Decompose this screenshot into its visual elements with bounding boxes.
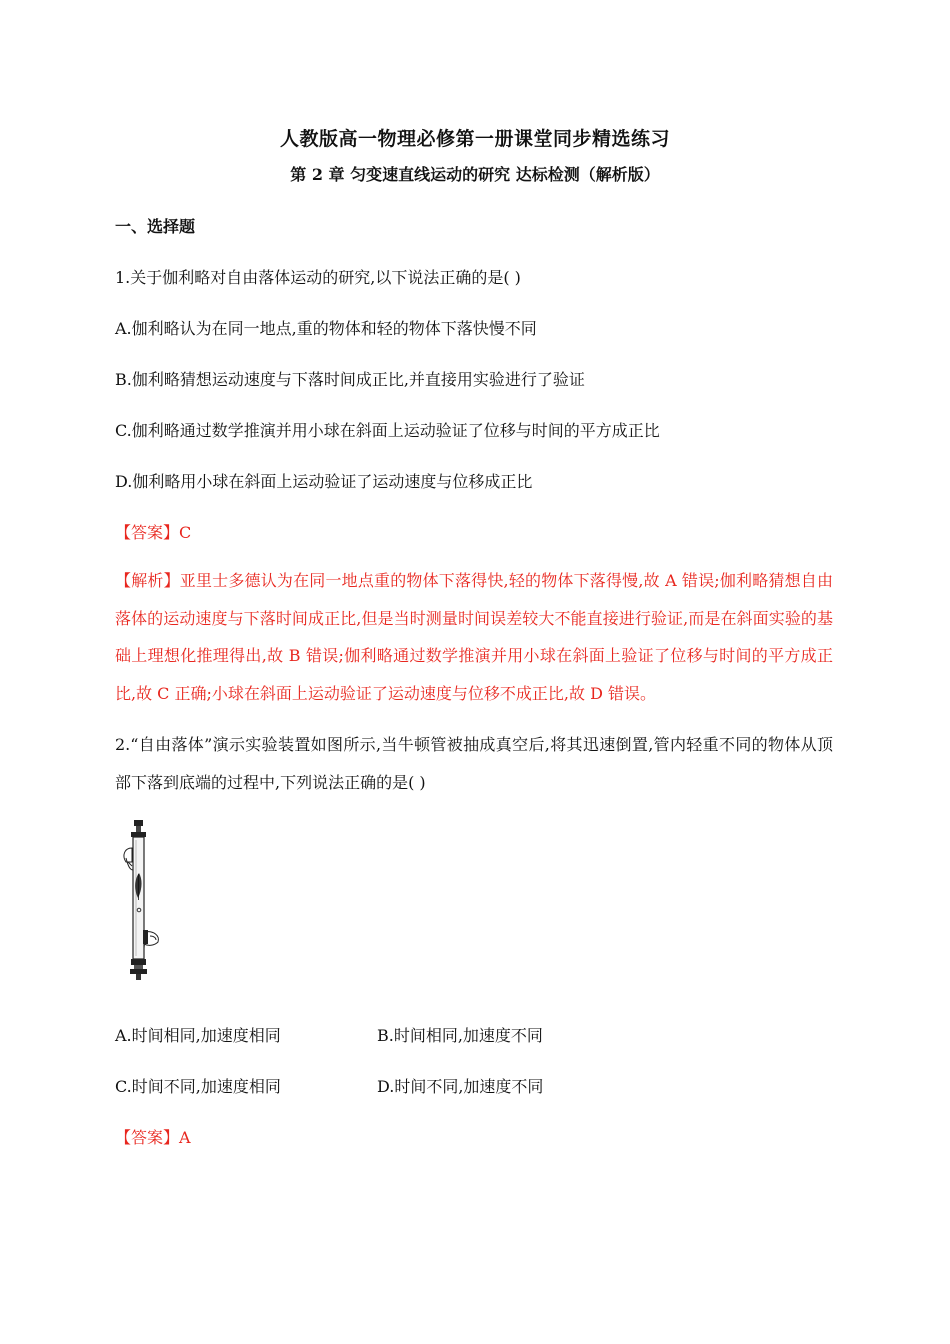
question-2-option-c: C.时间不同,加速度相同	[115, 1077, 281, 1096]
analysis-tag: 【解析】	[115, 571, 180, 590]
section-heading: 一、选择题	[115, 217, 196, 236]
question-2-answer	[115, 1125, 191, 1148]
question-1-option-c: C.伽利略通过数学推演并用小球在斜面上运动验证了位移与时间的平方成正比	[115, 421, 660, 440]
question-2-option-b: B.时间相同,加速度不同	[377, 1026, 543, 1045]
question-2-option-d: D.时间不同,加速度不同	[377, 1077, 544, 1096]
question-1-option-d: D.伽利略用小球在斜面上运动验证了运动速度与位移成正比	[115, 472, 533, 491]
question-1-analysis	[115, 562, 833, 712]
page-title: 人教版高一物理必修第一册课堂同步精选练习	[279, 128, 670, 150]
answer-value: A	[179, 1128, 191, 1147]
analysis-text: 亚里士多德认为在同一地点重的物体下落得快,轻的物体下落得慢,故 A 错误;伽利略猜想自由落体的运动速度与下落时间成正比,但是当时测量时间误差较大不能直接进行验证,而是在斜面实验的基础上理想化推理得出,故 B 错误;伽利略通过数学推演并用小球在斜面上验证了位移与时间的平方成正比,故 C 正确;小球在斜面上运动验证了运动速度与位移不成正比,故 D 错误。	[115, 571, 833, 703]
question-1-answer	[115, 520, 191, 543]
answer-value: C	[179, 523, 192, 542]
question-1-option-b: B.伽利略猜想运动速度与下落时间成正比,并直接用实验进行了验证	[115, 370, 585, 389]
question-2-option-a: A.时间相同,加速度相同	[115, 1026, 281, 1045]
page-subtitle: 第 2 章 匀变速直线运动的研究 达标检测（解析版）	[290, 165, 660, 184]
answer-tag: 【答案】	[115, 523, 180, 542]
question-1-stem: 1.关于伽利略对自由落体运动的研究,以下说法正确的是( )	[115, 268, 521, 287]
newton-tube-icon	[112, 818, 172, 983]
question-1-option-a: A.伽利略认为在同一地点,重的物体和轻的物体下落快慢不同	[115, 319, 537, 338]
answer-tag: 【答案】	[115, 1128, 180, 1147]
question-2-stem: 2.“自由落体”演示实验装置如图所示,当牛顿管被抽成真空后,将其迅速倒置,管内轻重不同的物体从顶部下落到底端的过程中,下列说法正确的是( )	[115, 735, 833, 792]
